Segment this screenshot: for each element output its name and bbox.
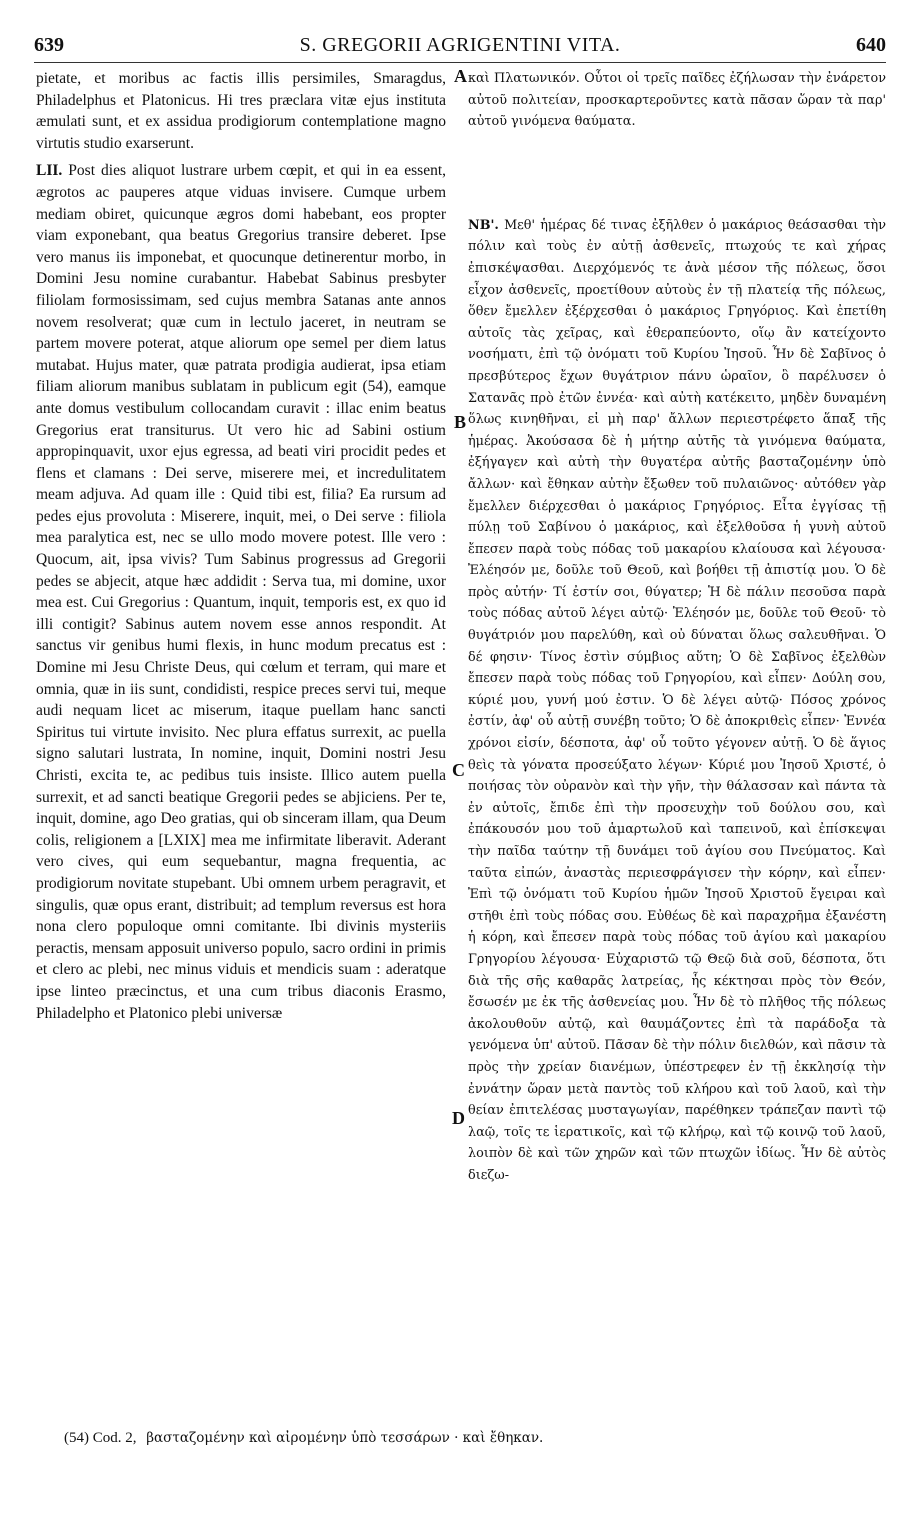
footnote-text: βασταζομένην καὶ αἰρομένην ὑπὸ τεσσάρων · καὶ ἔθηκαν.: [146, 1430, 544, 1446]
latin-paragraph-1: pietate, et moribus ac factis illis persimiles, Smaragdus, Philadelphus et Platonicus. Hi tres præclara vitæ ejus instituta æmulati sunt, et ex assidua prodigiorum contemplatione magno virtutis studio exarserunt.: [36, 70, 446, 152]
latin-section-number: LII.: [36, 162, 63, 180]
footnote: [64, 1430, 864, 1447]
header-rule: [34, 62, 886, 63]
running-header: [34, 34, 886, 58]
margin-letter-b: B: [454, 412, 467, 432]
page-number-left: 639: [34, 34, 64, 56]
running-title: S. GREGORII AGRIGENTINI VITA.: [299, 34, 621, 56]
page-number-right: 640: [856, 34, 886, 56]
latin-paragraph-2-text: Post dies aliquot lustrare urbem cœpit, et qui in ea essent, ægrotos ac pauperes atque viduas invisere. Cumque urbem mediam obiret, quicunque ægros domi habebant, eos propter viam exponebant, qua beatus Gregorius transire deberet. Ipse vero manus iis imponebat, et quocunque detinerentur morbo, in Domini Jesu nomine curabantur. Habebat Sabinus presbyter filiolam formosissimam, sed cujus membra Satanas ante annos novem resolverat; quæ cum in lectulo jaceret, in neutram se partem movere poterat, atque aliorum ope semel per diem latus mutabat. Hujus mater, quæ patrata prodigia audierat, ipsa etiam filiam aliorum manibus sublatam in publicum egit (54), eamque ante domus vestibulum collocandam curavit : illac enim beatus Gregorius erat transiturus. Ut vero hic ad Sabini ostium appropinquavit, uxor ejus egressa, ad beati viri procidit pedes et flens et clamans : Dei serve, miserere mei, et incredulitatem meam adjuva. Ad quam ille : Quid tibi est, filia? Ea rursum ad pedes ejus provoluta : Miserere, inquit, mei, o Dei serve : filiola mea paralytica est, nec se ullo modo movere potest. Ille vero : Quocum, ait, ipsa vivis? Tum Sabinus progressus ad Gregorii pedes se abjecit, atque hæc addidit : Serva tua, mi domine, uxor mea est. Cui Gregorius : Quantum, inquit, temporis est, ex quo id illi contigit? Sabinus autem novem esse annos respondit. At sanctus vir genibus humi flexis, in hunc modum precatus est : Domine mi Jesu Christe Deus, qui cœlum et terram, qui mare et omnia, quæ in iis sunt, condidisti, respice preces servi tui, meque audi nequam licet ac miserum, itaque puellam hanc sancti Spiritus tui virtute invisito. Nec plura effatus surrexit, ac puella signo salutari lustrata, In nomine, inquit, Domini nostri Jesu Christi, excita te, ac pedibus tuis insiste. Illico autem puella surrexit, et ad sancti beatique Gregorii pedes se abjiciens. Per te, inquit, domine, ago Deo gratias, qui ob sinceram illam, qua Deum colis, religionem a [LXIX] mea me infirmitate liberavit. Aderant vero cives, qui eum sequebantur, magna frequentia, ac prodigiorum novitate stupebant. Ubi omnem urbem peragravit, et singulis, quæ opus erant, distribuit; ad templum reversus est hora nona clero populoque omni comitante. Ibi divinis mysteriis peractis, mensam apposuit universo populo, sacro ordini in primis et clero ac plebi, nec minus viduis et mendicis suam : aderatque ipse linteo præcinctus, et una cum tribus diaconis Erasmo, Philadelpho et Platonico plebi universæ: [36, 162, 446, 1022]
margin-letter-a: A: [454, 66, 467, 86]
greek-column: [468, 68, 886, 1187]
margin-letter-d: D: [452, 1108, 465, 1128]
latin-column: [36, 68, 446, 1024]
latin-paragraph-2: [36, 160, 446, 1024]
greek-paragraph-1: καὶ Πλατωνικόν. Οὗτοι οἱ τρεῖς παῖδες ἐζήλωσαν τὴν ἐνάρετον αὐτοῦ πολιτείαν, προσκαρτεροῦντες κατὰ πᾶσαν ὥραν τὰ παρ' αὐτοῦ γινόμενα θαύματα.: [468, 71, 886, 130]
greek-paragraph-2-text: Μεθ' ἡμέρας δέ τινας ἐξῆλθεν ὁ μακάριος θεάσασθαι τὴν πόλιν καὶ τοὺς ἐν αὐτῇ ἀσθενεῖς, πτωχούς τε καὶ χήρας ἐπισκέψασθαι. Διερχόμενός τε ἀνὰ μέσον τῆς πόλεως, ὅσοι εἶχον ἀσθενεῖς, προετίθουν αὐτοὺς ἐν τῇ πλατείᾳ τῆς πόλεως, ὅθεν ἔμελλεν ἐξέρχεσθαι ὁ μακάριος Γρηγόριος. Καὶ ἐπετίθη αὐτοῖς τὰς χεῖρας, καὶ ἐθεραπεύοντο, οἵῳ ἂν κατείχοντο νοσήματι, ἐπὶ τῷ ὀνόματι τοῦ Κυρίου Ἰησοῦ. Ἦν δὲ Σαβῖνος ὁ πρεσβύτερος ἔχων θυγάτριον πάνυ ὡραῖον, ὃ παρέλυσεν ὁ Σατανᾶς πρὸ ἐτῶν ἐννέα· καὶ αὐτὴ κατέκειτο, μηδὲν δυναμένη ὅλως κινηθῆναι, εἰ μὴ παρ' ἄλλων περιεστρέφετο ἅπαξ τῆς ἡμέρας. Ἀκούσασα δὲ ἡ μήτηρ αὐτῆς τὰ γινόμενα θαύματα, ἐξήγαγεν καὶ αὐτὴ τὴν θυγατέρα αὐτῆς βασταζομένην ὑπὸ ἄλλων· καὶ ἔθηκαν αὐτὴν ἔξωθεν τοῦ πυλαιῶνος· αὐτόθεν γὰρ ἔμελλεν διέρχεσθαι ὁ μακάριος Γρηγόριος. Εἶτα ἐγγίσας τῇ πύλῃ τοῦ Σαβίνου ὁ μακάριος, καὶ ἐξελθοῦσα ἡ γυνὴ αὐτοῦ ἔπεσεν παρὰ τοὺς πόδας τοῦ μακαρίου κλαίουσα καὶ λέγουσα· Ἐλέησόν με, δοῦλε τοῦ Θεοῦ, καὶ βοήθει τῇ ἀπιστίᾳ μου. Ὁ δὲ πρὸς αὐτήν· Τί ἐστίν σοι, θύγατερ; Ἡ δὲ πάλιν πεσοῦσα παρὰ τοὺς πόδας αὐτοῦ λέγει αὐτῷ· Ἐλέησόν με, δοῦλε τοῦ Θεοῦ· τὸ θυγάτριόν μου παρελύθη, καὶ οὐ δύναται ὅλως σαλευθῆναι. Ὁ δέ φησιν· Τίνος ἐστὶν σύμβιος αὕτη; Ὁ δὲ Σαβῖνος ἐξελθὼν ἔπεσεν παρὰ τοὺς πόδας τοῦ Γρηγορίου, καὶ εἶπεν· Δούλη σου, κύριέ μου, γυνή μού ἐστιν. Ὁ δὲ λέγει αὐτῷ· Πόσος χρόνος ἐστίν, ἀφ' οὗ αὐτῇ συνέβη τοῦτο; Ὁ δὲ ἀποκριθεὶς εἶπεν· Ἐννέα χρόνοι εἰσίν, δέσποτα, ἀφ' οὗ τοῦτο γέγονεν αὐτῇ. Ὁ δὲ ἅγιος θεὶς τὰ γόνατα προσεύξατο λέγων· Κύριέ μου Ἰησοῦ Χριστέ, ὁ ποιήσας τὸν οὐρανὸν καὶ τὴν γῆν, τὴν θάλασσαν καὶ πάντα τὰ ἐν αὐτοῖς, ἔπιδε ἐπὶ τὴν προσευχὴν τοῦ δούλου σου, καὶ ἐπάκουσόν μου τοῦ ἁμαρτωλοῦ καὶ ταπεινοῦ, καὶ ἐπίσκεψαι τὴν παῖδα ταύτην τῇ δυνάμει τοῦ ἁγίου σου Πνεύματος. Καὶ ταῦτα εἰπών, ἀναστὰς περιεσφράγισεν τὴν κόρην, καὶ εἶπεν· Ἐπὶ τῷ ὀνόματι τοῦ Κυρίου ἡμῶν Ἰησοῦ Χριστοῦ ἔγειραι καὶ στῆθι ἐπὶ τοὺς πόδας σου. Εὐθέως δὲ καὶ παραχρῆμα ἐξανέστη ἡ κόρη, καὶ ἔπεσεν παρὰ τοὺς πόδας τοῦ ἁγίου καὶ μακαρίου Γρηγορίου λέγουσα· Εὐχαριστῶ τῷ Θεῷ διὰ σοῦ, δέσποτα, ὅτι διὰ τῆς σῆς καθαρᾶς λατρείας, ἧς κέκτησαι πρὸς τὸν Θεόν, ἔσωσέν με ἐκ τῆς ἀσθενείας μου. Ἦν δὲ τὸ πλῆθος τῆς πόλεως ἀκολουθοῦν αὐτῷ, καὶ θαυμάζοντες ἐπὶ τὰ παράδοξα τὰ γενόμενα ὑπ' αὐτοῦ. Πᾶσαν δὲ τὴν πόλιν διελθών, καὶ πᾶσιν τὰ πρὸς τὴν χρείαν διανέμων, ὑπέστρεφεν ἐν τῇ ἐκκλησίᾳ τὴν ἐννάτην ὥραν μετὰ παντὸς τοῦ κλήρου καὶ τοῦ λαοῦ, καὶ τὴν θείαν ἐπιτελέσας μυσταγωγίαν, παρέθηκεν τράπεζαν παντὶ τῷ λαῷ, τοῖς τε ἱερατικοῖς, καὶ τῷ κλήρῳ, καὶ τῷ κοινῷ τοῦ λαοῦ, λοιπὸν δὲ καὶ τῶν χηρῶν καὶ τῶν πτωχῶν ἰδίως. Ἦν δὲ αὐτὸς διεζω-: [468, 217, 886, 1183]
greek-paragraph-2: [468, 215, 886, 1187]
margin-letter-c: C: [452, 760, 465, 780]
footnote-label: (54) Cod. 2,: [64, 1430, 137, 1446]
greek-section-number: ΝΒ'.: [468, 217, 499, 233]
